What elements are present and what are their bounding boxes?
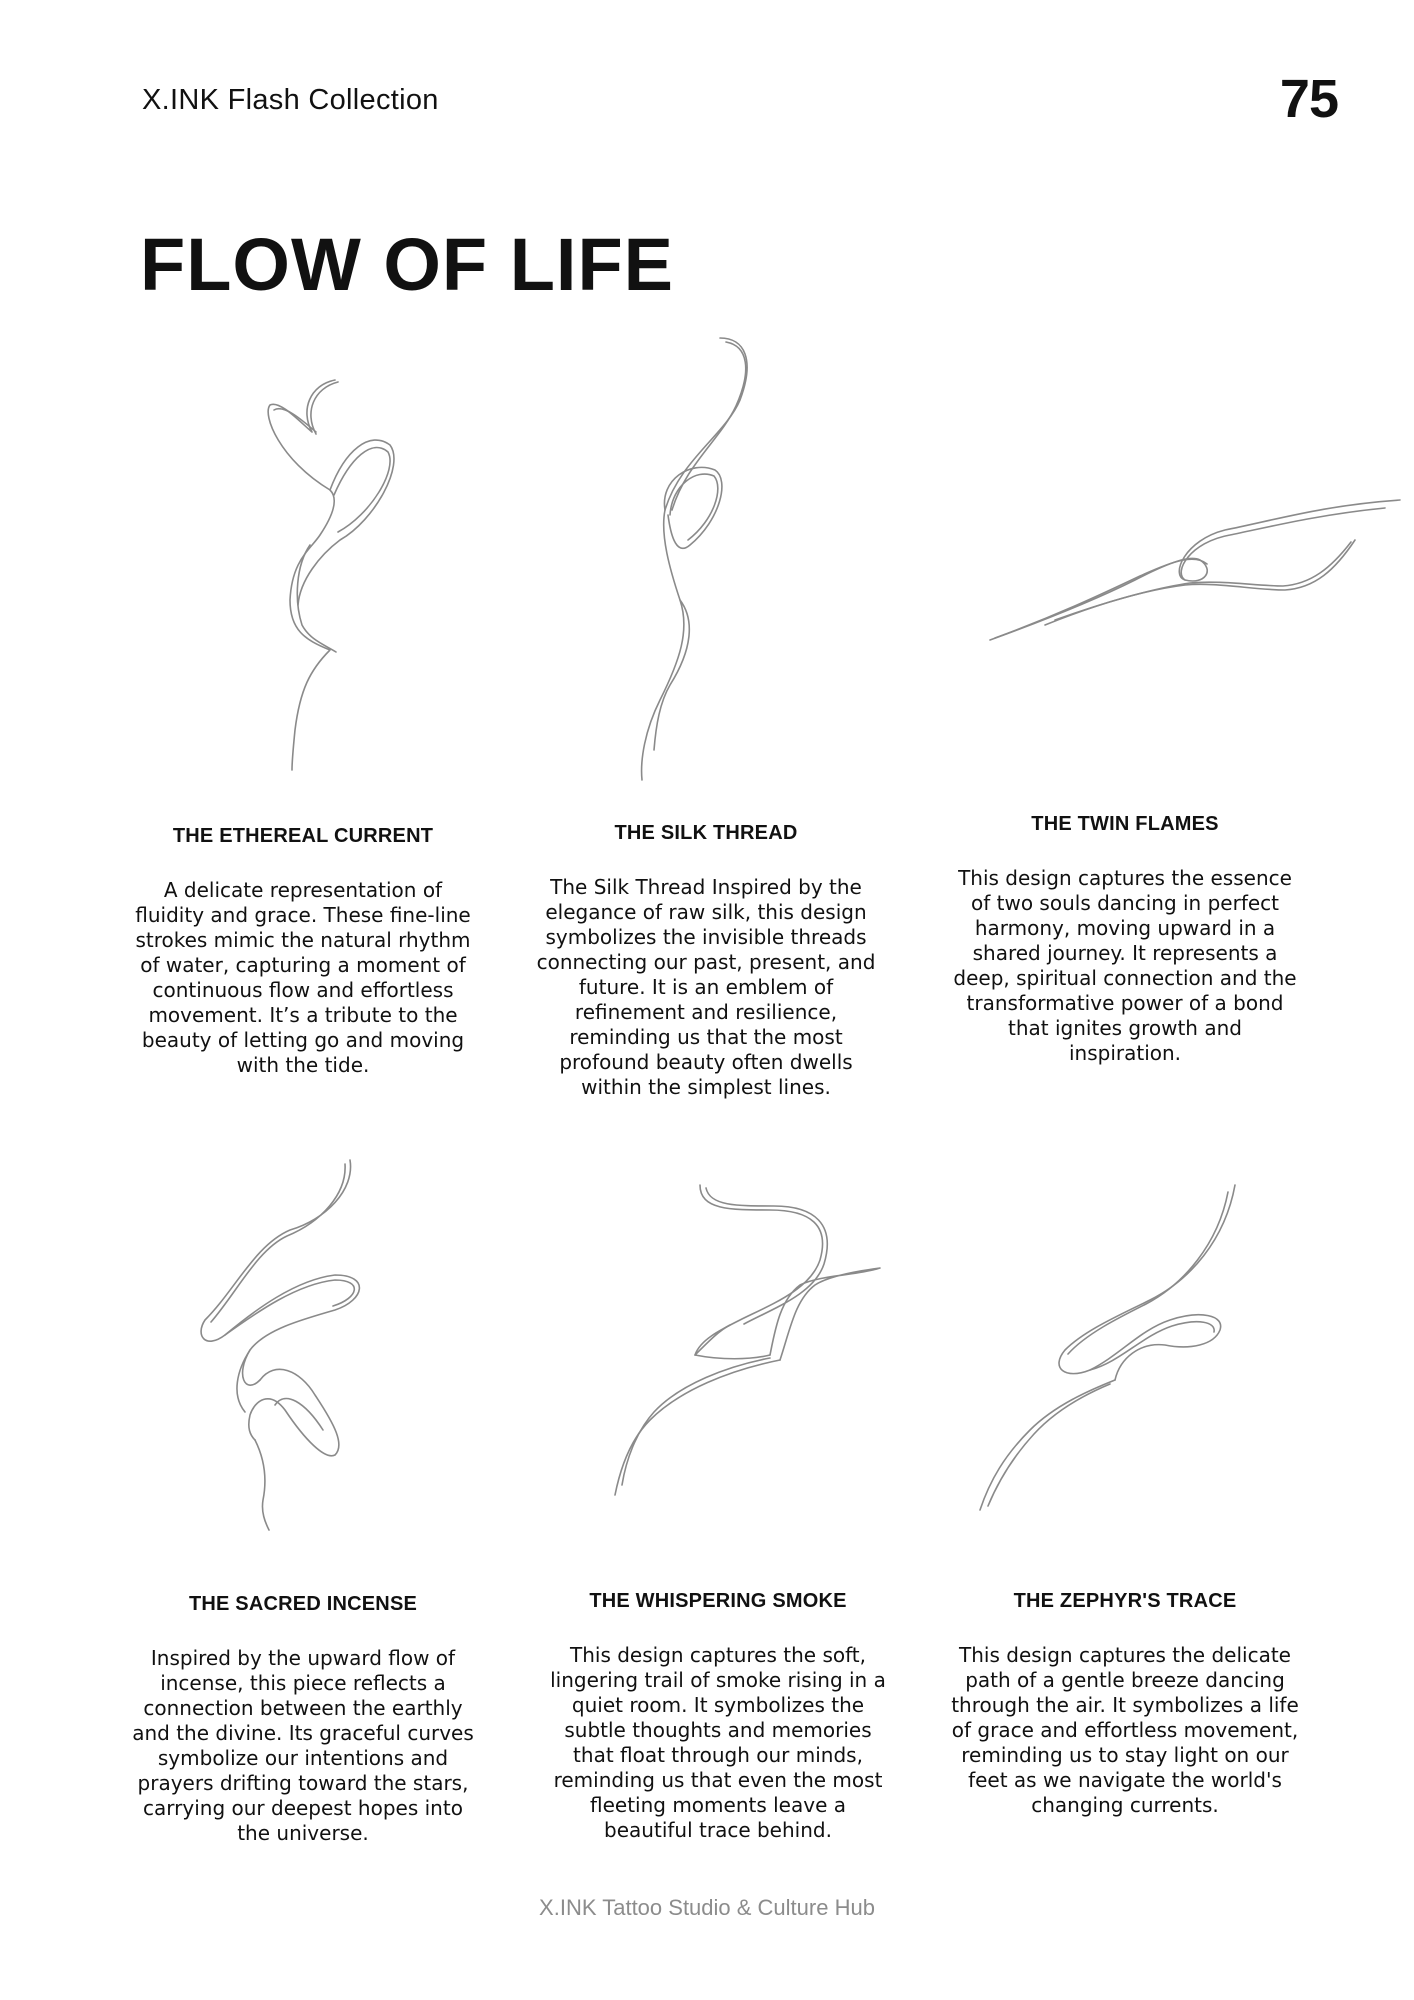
design-card [128,1593,478,1846]
design-description: The Silk Thread Inspired by the elegance of raw silk, this design symbolizes the invisible threads connecting our past, present, and future. It is an emblem of refinement and resilience, reminding us that the most profound beauty often dwells within the simplest lines. [536,875,876,1099]
design-card [543,1590,893,1843]
header-brand: X.INK Flash Collection [142,84,439,116]
design-title: THE ZEPHYR'S TRACE [1013,1590,1237,1612]
design-card [128,825,478,1078]
design-description: This design captures the soft, lingering trail of smoke rising in a quiet room. It symbolizes the subtle thoughts and memories that float through our minds, reminding us that even the most fleeting moments leave a beautiful trace behind. [550,1643,886,1842]
sketch-whispering-smoke [610,1180,890,1520]
page-title: FLOW OF LIFE [140,223,675,306]
design-title: THE TWIN FLAMES [1031,813,1219,835]
design-title: THE WHISPERING SMOKE [589,1590,847,1612]
sketch-twin-flames [985,480,1405,650]
design-card [531,822,881,1100]
sketch-zephyrs-trace [970,1180,1250,1510]
design-card [950,813,1300,1066]
design-title: THE SACRED INCENSE [188,1593,418,1615]
design-description: A delicate representation of fluidity and grace. These fine-line strokes mimic the natural rhythm of water, capturing a moment of continuous flow and effortless movement. It’s a tribute to the beauty of letting go and moving with the tide. [135,878,471,1077]
page-number: 75 [1279,69,1338,129]
sketch-silk-thread [620,330,820,780]
design-description: This design captures the essence of two souls dancing in perfect harmony, moving upward in a shared journey. It represents a deep, spiritual connection and the transformative power of a bond that ignites growth and inspiration. [953,866,1297,1065]
design-description: This design captures the delicate path of a gentle breeze dancing through the air. It symbolizes a life of grace and effortless movement, reminding us to stay light on our feet as we navigate the world's changing currents. [951,1643,1299,1817]
design-card [950,1590,1300,1818]
design-title: THE ETHEREAL CURRENT [172,825,434,847]
design-description: Inspired by the upward flow of incense, this piece reflects a connection between the earthly and the divine. Its graceful curves symbolize our intentions and prayers drifting toward the stars, carrying our deepest hopes into the universe. [132,1646,474,1845]
sketch-ethereal-current [250,370,450,770]
sketch-sacred-incense [195,1150,375,1530]
design-title: THE SILK THREAD [614,822,798,844]
footer: X.INK Tattoo Studio & Culture Hub [539,1895,875,1920]
